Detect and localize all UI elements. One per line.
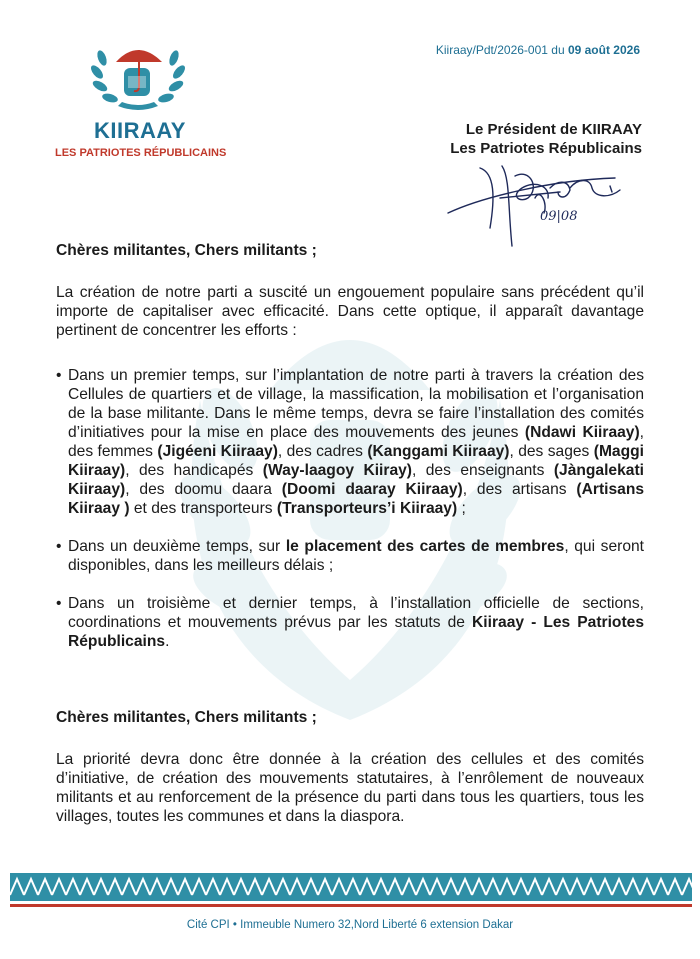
bullet1-bold: (Ndawi Kiiraay) bbox=[524, 424, 640, 441]
bullet1-text: , des sages bbox=[509, 443, 594, 460]
bullet1-bold: (Transporteurs’i Kiiraay) bbox=[276, 500, 458, 517]
bullet1-bold: (Maggi Kiiraay) bbox=[68, 443, 644, 479]
bullet3-text: Dans un troisième et dernier temps, à l’installation officielle de sections, coordinations et mouvements prévus par les statuts de bbox=[68, 595, 644, 631]
bullet1-text: , des artisans bbox=[462, 481, 577, 498]
reference-date: 09 août 2026 bbox=[567, 43, 640, 57]
bullet3-text: . bbox=[165, 633, 170, 650]
footer-pattern-band bbox=[10, 873, 692, 901]
intro-block bbox=[56, 283, 644, 340]
bullet1-bold: (Jigéeni Kiiraay) bbox=[157, 443, 278, 460]
list-item bbox=[56, 594, 644, 651]
bullet1-text: , des femmes bbox=[68, 424, 644, 460]
list-item bbox=[56, 537, 644, 575]
party-logo-icon bbox=[88, 36, 188, 116]
bullet2-text: Dans un deuxième temps, sur bbox=[68, 538, 286, 555]
signature-date: 09|08 bbox=[540, 209, 578, 224]
bullet1-bold: (Kanggami Kiiraay) bbox=[367, 443, 510, 460]
bullet1-bold: (Way-laagoy Kiiray) bbox=[262, 462, 412, 479]
reference-line bbox=[436, 43, 640, 57]
brand-slogan: LES PATRIOTES RÉPUBLICAINS bbox=[55, 147, 227, 159]
conclusion-block bbox=[56, 750, 644, 826]
bullet1-bold: (Artisans Kiiraay ) bbox=[68, 481, 645, 517]
brand-name: KIIRAAY bbox=[94, 118, 186, 143]
footer-red-line bbox=[10, 904, 692, 907]
bullet1-text: ; bbox=[457, 500, 466, 517]
bullet2-text: , qui seront disponibles, dans les meilleurs délais ; bbox=[68, 538, 644, 574]
bullet1-text: Dans un premier temps, sur l’implantation de notre parti à travers la création des Cellules de quartiers et de village, la massification, la mobilisation et l’organisation de la base militante. Dans le même temps, devra se faire l’installation des comités d’initiatives pour la mise en place des mouvements des jeunes bbox=[68, 367, 644, 441]
bullet1-text: et des transporteurs bbox=[129, 500, 277, 517]
salutation-2 bbox=[56, 708, 644, 727]
signature-icon bbox=[440, 158, 650, 248]
conclusion-paragraph: La priorité devra donc être donnée à la création des cellules et des comités d’initiative, de création des mouvements statutaires, à l’enrôlement de nouveaux militants et au renforcement de la présence du parti dans tous les quartiers, tous les villages, toutes les communes et dans la diaspora. bbox=[56, 751, 644, 825]
list-item bbox=[56, 366, 644, 518]
bullet1-text: , des doomu daara bbox=[125, 481, 282, 498]
bullet1-text: , des handicapés bbox=[125, 462, 263, 479]
salutation-1 bbox=[56, 241, 644, 260]
intro-paragraph: La création de notre parti a suscité un engouement populaire sans précédent qu’il importe de capitaliser avec efficacité. Dans cette optique, il apparaît davantage pertinent de concentrer les efforts : bbox=[56, 284, 644, 339]
bullet2-bold: le placement des cartes de membres bbox=[285, 538, 565, 555]
bullets-block bbox=[56, 366, 644, 651]
bullet1-bold: (Jàngalekati Kiiraay) bbox=[68, 462, 644, 498]
bullet1-text: , des cadres bbox=[277, 443, 368, 460]
president-title: Le Président de KIIRAAY bbox=[465, 121, 642, 138]
salutation-heading: Chères militantes, Chers militants ; bbox=[56, 709, 317, 726]
bullet1-bold: (Doomi daaray Kiiraay) bbox=[281, 481, 463, 498]
president-block bbox=[450, 120, 642, 158]
reference-number: Kiiraay/Pdt/2026-001 du bbox=[435, 43, 568, 57]
footer-address: Cité CPI • Immeuble Numero 32,Nord Liberté 6 extension Dakar bbox=[186, 919, 514, 931]
bullet3-bold: Kiiraay - Les Patriotes Républicains bbox=[68, 614, 644, 650]
priorities-list bbox=[56, 366, 644, 651]
salutation-heading: Chères militantes, Chers militants ; bbox=[56, 242, 317, 259]
party-full-name: Les Patriotes Républicains bbox=[450, 140, 642, 157]
bullet1-text: , des enseignants bbox=[411, 462, 554, 479]
